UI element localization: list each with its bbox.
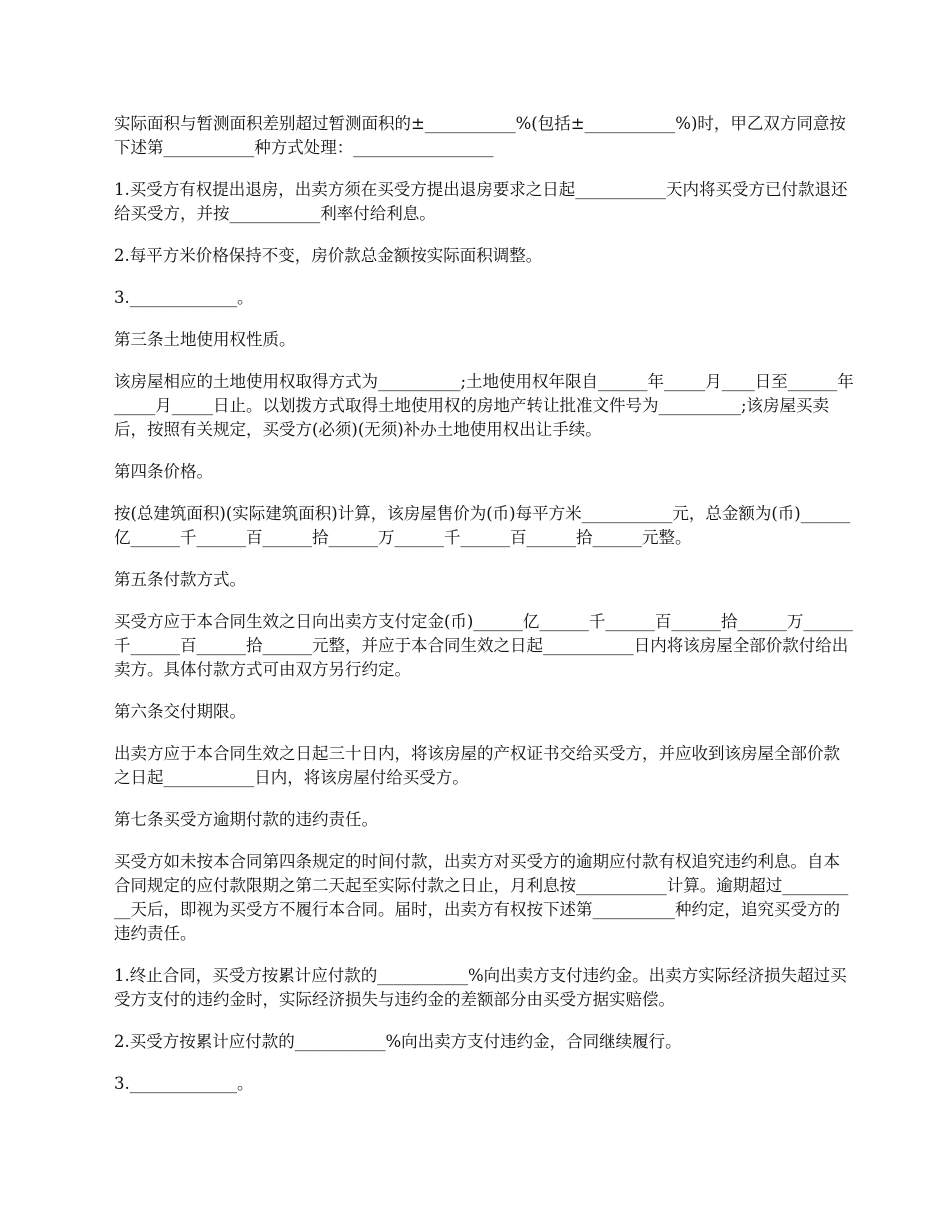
paragraph-payment-method: 买受方应于本合同生效之日向出卖方支付定金(币)______亿______千______百______拾______万______千______百______拾______元整，并应于本合同生效之日起___________日内将该房屋全部价款付给出卖方。具体付款方式可由双方另行约定。 xyxy=(114,612,853,679)
paragraph-late-option-1: 1.终止合同，买受方按累计应付款的___________%向出卖方支付违约金。出卖方实际经济损失超过买受方支付的违约金时，实际经济损失与违约金的差额部分由买受方据实赔偿。 xyxy=(114,966,847,1009)
paragraph-area-difference: 实际面积与暂测面积差别超过暂测面积的±___________%(包括±___________%)时，甲乙双方同意按下述第___________种方式处理：_________________ xyxy=(114,114,846,157)
paragraph-delivery-period: 出卖方应于本合同生效之日起三十日内，将该房屋的产权证书交给买受方，并应收到该房屋全部价款之日起___________日内，将该房屋付给买受方。 xyxy=(114,744,840,787)
heading-article-4: 第四条价格。 xyxy=(114,462,213,481)
paragraph-option-3-blank: 3._____________。 xyxy=(114,288,254,307)
paragraph-late-option-2: 2.买受方按累计应付款的___________%向出卖方支付违约金，合同继续履行。 xyxy=(114,1032,682,1051)
paragraph-option-2-adjust: 2.每平方米价格保持不变，房价款总金额按实际面积调整。 xyxy=(114,246,543,265)
paragraph-land-use-right: 该房屋相应的土地使用权取得方式为__________;土地使用权年限自______年_____月____日至______年_____月_____日止。以划拨方式取得土地使用权的房地产转让批准文件号为__________;该房屋买卖后，按照有关规定，买受方(必须)(无须)补办土地使用权出让手续。 xyxy=(114,372,854,439)
paragraph-late-option-3: 3._____________。 xyxy=(114,1074,254,1093)
heading-article-6: 第六条交付期限。 xyxy=(114,702,246,721)
paragraph-late-payment: 买受方如未按本合同第四条规定的时间付款，出卖方对买受方的逾期应付款有权追究违约利息。自本合同规定的应付款限期之第二天起至实际付款之日止，月利息按___________计算。逾期超过__________天后，即视为买受方不履行本合同。届时，出卖方有权按下述第__________种约定，追究买受方的违约责任。 xyxy=(114,852,849,943)
heading-article-5: 第五条付款方式。 xyxy=(114,570,246,589)
heading-article-7: 第七条买受方逾期付款的违约责任。 xyxy=(114,810,378,829)
paragraph-price: 按(总建筑面积)(实际建筑面积)计算，该房屋售价为(币)每平方米___________元，总金额为(币)______亿______千______百______拾______万______千______百______拾______元整。 xyxy=(114,504,851,547)
heading-article-3: 第三条土地使用权性质。 xyxy=(114,330,296,349)
document-body xyxy=(114,112,854,1114)
paragraph-option-1-refund: 1.买受方有权提出退房，出卖方须在买受方提出退房要求之日起___________天内将买受方已付款退还给买受方，并按___________利率付给利息。 xyxy=(114,180,848,223)
